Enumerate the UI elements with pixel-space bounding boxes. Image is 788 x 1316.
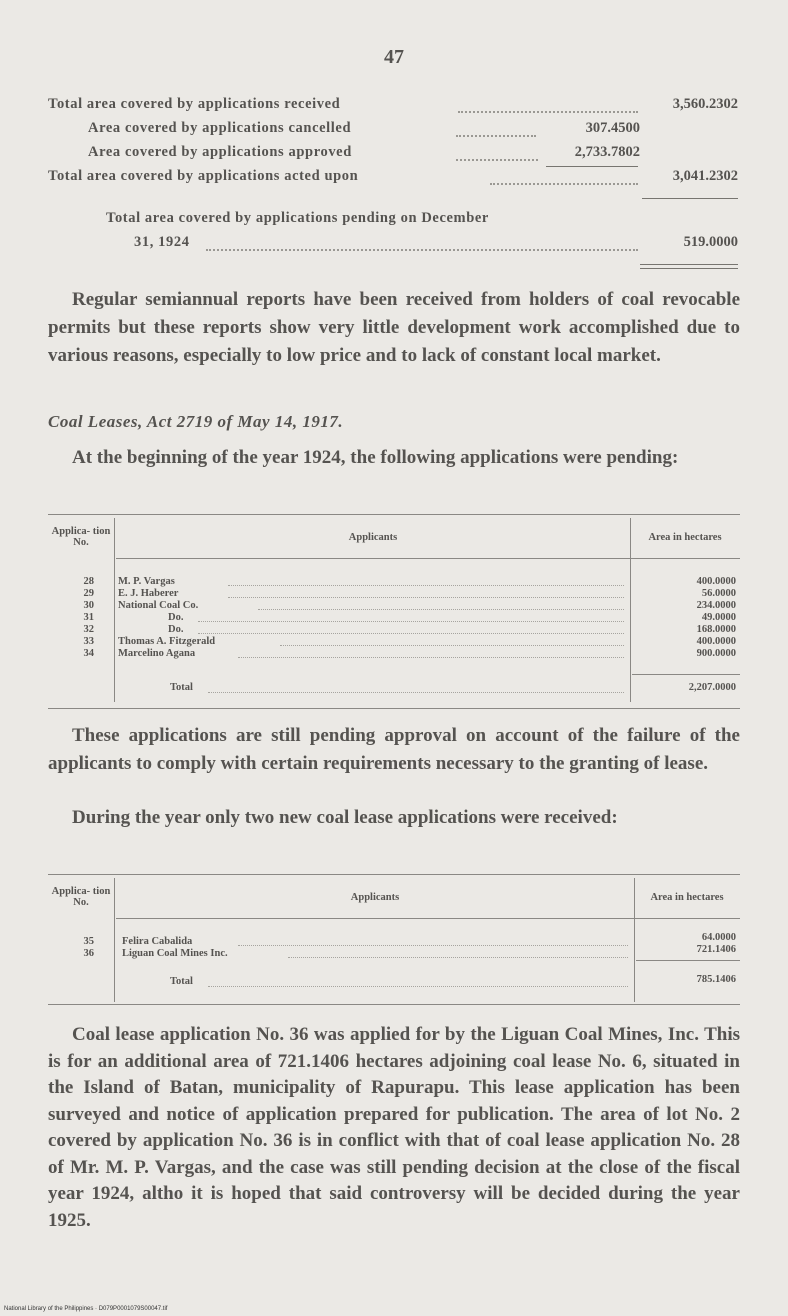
application-numbers (48, 936, 94, 960)
application-numbers (48, 576, 94, 660)
cancelled-label: Area covered by applications cancelled (88, 120, 352, 136)
leader-dots (458, 111, 638, 113)
header-application-no: Applica- tion No. (51, 886, 111, 908)
paragraph-revocable-permits (48, 286, 740, 370)
applicant-names (122, 936, 228, 960)
leader-dots (238, 945, 628, 946)
leader-dots (206, 249, 638, 251)
table-cell: E. J. Haberer (118, 588, 179, 599)
leader-dots (228, 597, 624, 598)
subtotal-rule (546, 166, 638, 167)
table-cell: Thomas A. Fitzgerald (118, 636, 216, 647)
total-rule (632, 674, 740, 675)
cancelled-value: 307.4500 (585, 120, 640, 136)
leader-dots (288, 957, 628, 958)
column-divider (114, 518, 115, 702)
paragraph-still-pending (48, 722, 740, 778)
header-applicants: Applicants (350, 892, 400, 903)
leader-dots (198, 621, 624, 622)
table-bottom-rule (48, 708, 740, 709)
double-rule-top (640, 264, 738, 265)
acted-total: 3,041.2302 (672, 168, 738, 184)
total-rule (642, 198, 738, 199)
section-heading: Coal Leases, Act 2719 of May 14, 1917. (48, 412, 344, 431)
table-top-rule (48, 514, 740, 515)
header-rule (116, 918, 740, 919)
received-total: 3,560.2302 (672, 96, 738, 112)
header-applicants: Applicants (348, 532, 398, 543)
header-area: Area in hectares (650, 892, 724, 903)
table-cell: 33 (83, 636, 94, 647)
table-cell: 234.0000 (696, 600, 736, 611)
leader-dots (208, 692, 624, 693)
table-cell: 36 (83, 948, 94, 959)
table-bottom-rule (48, 1004, 740, 1005)
total-label: Total (170, 976, 193, 987)
table-cell: Marcelino Agana (118, 648, 196, 659)
acted-label: Total area covered by applications acted upon (48, 168, 359, 184)
table-cell: 32 (83, 624, 94, 635)
leader-dots (456, 159, 538, 161)
table-cell: Liguan Coal Mines Inc. (122, 948, 228, 959)
leader-dots (258, 609, 624, 610)
table-cell: 400.0000 (696, 576, 736, 587)
area-values (626, 576, 736, 660)
total-rule (636, 960, 740, 961)
leader-dots (490, 183, 638, 185)
page-number: 47 (384, 46, 404, 68)
paragraph-text: During the year only two new coal lease applications were received: (72, 807, 618, 828)
table-cell: 28 (83, 576, 94, 587)
total-value: 2,207.0000 (688, 682, 736, 693)
table-cell: Felira Cabalida (122, 936, 193, 947)
pending-label-line1: Total area covered by applications pending on December (106, 210, 489, 226)
table-cell: 30 (83, 600, 94, 611)
paragraph-text: At the beginning of the year 1924, the following applications were pending: (72, 447, 679, 468)
scan-footer: National Library of the Philippines · D079P0001079S00047.tif (4, 1306, 168, 1312)
approved-value: 2,733.7802 (574, 144, 640, 160)
table-cell: 49.0000 (701, 612, 736, 623)
table-cell: Do. (168, 624, 184, 635)
table-cell: M. P. Vargas (118, 576, 175, 587)
pending-label-line2: 31, 1924 (134, 234, 190, 250)
total-label: Total (170, 682, 193, 693)
paragraph-text: Coal lease application No. 36 was applied for by the Liguan Coal Mines, Inc. This is for an additional area of 721.1406 hectares adjoining coal lease No. 6, situated in the Island of Batan, municipality of Rapurapu. This lease application has been surveyed and notice of application prepared for publication. The area of lot No. 2 covered by application No. 36 is in conflict with that of coal lease application No. 28 of Mr. M. P. Vargas, and the case was still pending decision at the close of the fiscal year 1924, altho it is hoped that said controversy will be decided during the year 1925. (48, 1024, 740, 1231)
leader-dots (208, 986, 628, 987)
leader-dots (238, 657, 624, 658)
pending-applications-table (48, 514, 740, 710)
total-value: 785.1406 (696, 974, 736, 985)
table-cell: 168.0000 (696, 624, 736, 635)
table-cell: 56.0000 (701, 588, 736, 599)
leader-dots (280, 645, 624, 646)
area-values (626, 932, 736, 956)
approved-label: Area covered by applications approved (88, 144, 352, 160)
table-cell: 64.0000 (701, 932, 736, 943)
table-cell: Do. (168, 612, 184, 623)
paragraph-new-applications (48, 804, 740, 832)
leader-dots (198, 633, 624, 634)
table-cell: National Coal Co. (118, 600, 199, 611)
header-application-no: Applica- tion No. (51, 526, 111, 548)
applicant-names (118, 576, 215, 660)
received-label: Total area covered by applications received (48, 96, 341, 112)
column-divider (114, 878, 115, 1002)
table-cell: 900.0000 (696, 648, 736, 659)
table-cell: 35 (83, 936, 94, 947)
new-applications-table (48, 874, 740, 1006)
paragraph-pending-intro (48, 444, 740, 472)
pending-total: 519.0000 (683, 234, 738, 250)
table-cell: 31 (83, 612, 94, 623)
header-area: Area in hectares (648, 532, 722, 543)
double-rule-bottom (640, 268, 738, 269)
paragraph-text: These applications are still pending approval on account of the failure of the applicants to comply with certain requirements necessary to the granting of lease. (48, 725, 740, 774)
leader-dots (228, 585, 624, 586)
paragraph-liguan-application (48, 1022, 740, 1234)
leader-dots (456, 135, 536, 137)
table-cell: 29 (83, 588, 94, 599)
table-cell: 721.1406 (696, 944, 736, 955)
header-rule (116, 558, 740, 559)
table-top-rule (48, 874, 740, 875)
table-cell: 400.0000 (696, 636, 736, 647)
table-cell: 34 (83, 648, 94, 659)
paragraph-text: Regular semiannual reports have been received from holders of coal revocable permits but these reports show very little development work accomplished due to various reasons, especially to low price and to lack of constant local market. (48, 289, 740, 366)
